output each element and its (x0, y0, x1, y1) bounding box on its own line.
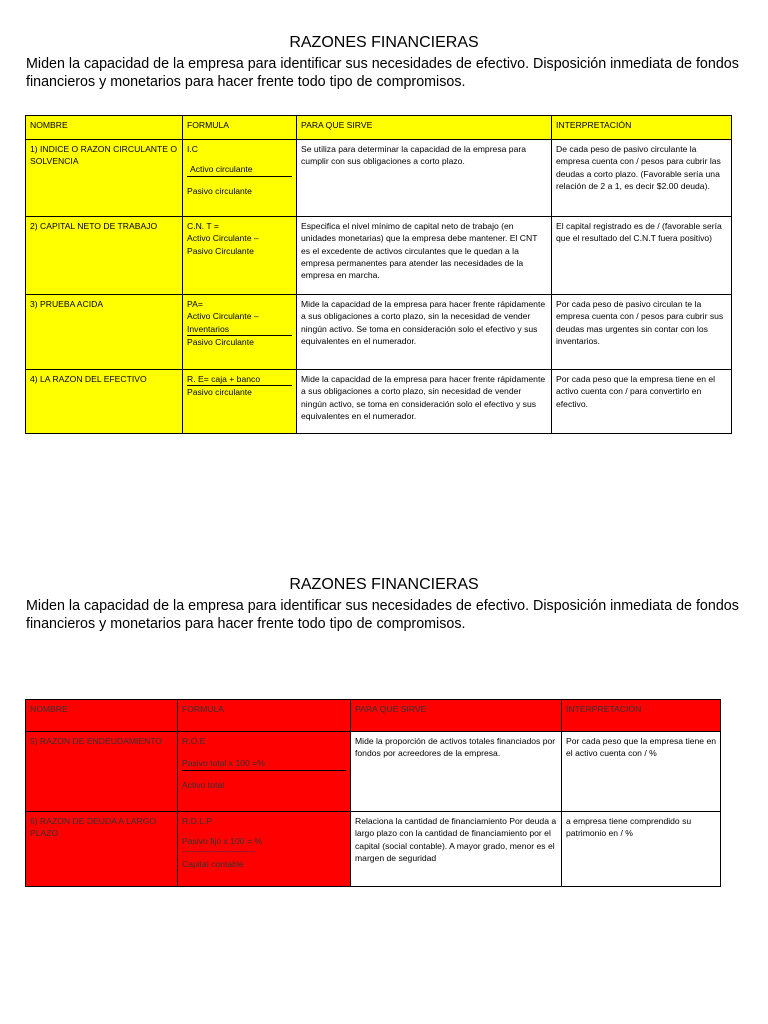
row-interpretation: Por cada peso que la empresa tiene en el activo cuenta con / % (562, 732, 721, 812)
row-interpretation: El capital registrado es de / (favorable sería que el resultado del C.N.T fuera positivo) (552, 217, 732, 295)
row-formula (183, 295, 297, 370)
row-purpose: Mide la capacidad de la empresa para hacer frente rápidamente a sus obligaciones a corto plazo, sin la necesidad de vender ningún activo. Se toma en consideración solo el efectivo y sus equivalentes en el numerador. (297, 295, 552, 370)
formula-numerator: Pasivo fijo x 100 = % (182, 836, 263, 847)
row-formula (183, 370, 297, 434)
formula-denominator: Pasivo circulante (187, 387, 252, 398)
formula-denominator: Activo total (182, 779, 225, 790)
row-interpretation: De cada peso de pasivo circulante la empresa cuenta con / pesos para cubrir las deudas a corto plazo. (Favorable sería una relación de 2 a 1, es decir $2.00 deuda). (552, 140, 732, 217)
header-interpretacion: INTERPRETACIÓN (552, 116, 732, 140)
row-purpose: Especifica el nivel mínimo de capital neto de trabajo (en unidades monetarias) que la empresa debe mantener. El CNT es el excedente de activos circulantes que le quedan a la empresa permanentes para atender las necesidades de la empresa en marcha. (297, 217, 552, 295)
formula-label: PA= (187, 299, 203, 309)
row-interpretation: a empresa tiene comprendido su patrimonio en / % (562, 812, 721, 887)
formula-denominator: Pasivo Circulante (187, 245, 254, 256)
table-row (26, 370, 732, 434)
row-formula (178, 812, 351, 887)
row-purpose: Mide la proporción de activos totales financiados por fondos por acreedores de la empresa. (351, 732, 562, 812)
formula-numerator: Activo Circulante – (187, 233, 259, 244)
formula-label: C.N. T = (187, 221, 219, 231)
header-nombre: NOMBRE (26, 700, 178, 732)
header-para-que-sirve: PARA QUE SIRVE (297, 116, 552, 140)
formula-numerator: Activo Circulante – (187, 311, 259, 322)
table-row (26, 732, 721, 812)
row-name: 2) CAPITAL NETO DE TRABAJO (26, 217, 183, 295)
table-row (26, 217, 732, 295)
row-interpretation: Por cada peso que la empresa tiene en el activo cuenta con / para convertirlo en efectivo. (552, 370, 732, 434)
page-title: RAZONES FINANCIERAS (289, 34, 479, 51)
formula-denominator: Capital contable (182, 858, 244, 869)
row-purpose: Relaciona la cantidad de financiamiento Por deuda a largo plazo con la cantidad de financiamiento por el capital (social contable). A mayor grado, menor es el margen de seguridad (351, 812, 562, 887)
section-1 (0, 33, 768, 421)
row-purpose: Se utiliza para determinar la capacidad de la empresa para cumplir con sus obligaciones a corto plazo. (297, 140, 552, 217)
formula-label: R.D.L.P (182, 816, 213, 826)
header-para-que-sirve: PARA QUE SIRVE (351, 700, 562, 732)
formula-numerator: Pasivo total x 100 =% (182, 757, 346, 770)
table-row (26, 812, 721, 887)
row-formula (183, 217, 297, 295)
formula-numerator: Activo circulante (187, 163, 292, 176)
formula-label: R.O.E (182, 736, 206, 746)
row-formula (178, 732, 351, 812)
header-interpretacion: INTERPRETACIÓN (562, 700, 721, 732)
intro-paragraph: Miden la capacidad de la empresa para identificar sus necesidades de efectivo. Disposición inmediata de fondos financieros y monetarios para hacer frente todo tipo de compromisos. (26, 598, 739, 632)
header-nombre: NOMBRE (26, 116, 183, 140)
formula-label: I.C (187, 144, 198, 154)
row-name: 3) PRUEBA ACIDA (26, 295, 183, 370)
formula-divider: ------------------------------- (182, 845, 256, 856)
header-formula: FORMULA (178, 700, 351, 732)
formula-denominator: Pasivo Circulante (187, 336, 254, 347)
table-header-row (26, 700, 721, 732)
formula-numerator: R. E= caja + banco (187, 373, 292, 386)
section-2 (0, 575, 768, 869)
row-name: 4) LA RAZON DEL EFECTIVO (26, 370, 183, 434)
row-name: 5) RAZON DE ENDEUDAMIENTO (26, 732, 178, 812)
intro-paragraph: Miden la capacidad de la empresa para identificar sus necesidades de efectivo. Disposición inmediata de fondos financieros y monetarios para hacer frente todo tipo de compromisos. (26, 56, 739, 90)
ratios-table (25, 115, 732, 434)
header-formula: FORMULA (183, 116, 297, 140)
page-title: RAZONES FINANCIERAS (289, 576, 479, 593)
table-row (26, 295, 732, 370)
row-formula (183, 140, 297, 217)
ratios-table (25, 699, 721, 887)
formula-numerator-2: Inventarios (187, 323, 292, 336)
formula-denominator: Pasivo circulante (187, 185, 252, 196)
table-header-row (26, 116, 732, 140)
row-name: 6) RAZON DE DEUDA A LARGO PLAZO (26, 812, 178, 887)
table-row (26, 140, 732, 217)
row-interpretation: Por cada peso de pasivo circulan te la empresa cuenta con / pesos para cubrir sus deudas mas urgentes sin contar con los inventarios. (552, 295, 732, 370)
row-name: 1) INDICE O RAZON CIRCULANTE O SOLVENCIA (26, 140, 183, 217)
row-purpose: Mide la capacidad de la empresa para hacer frente rápidamente a sus obligaciones a corto plazo, sin necesidad de vender ningún activo, se toma en consideración solo el efectivo y sus equivalentes en el numerador. (297, 370, 552, 434)
